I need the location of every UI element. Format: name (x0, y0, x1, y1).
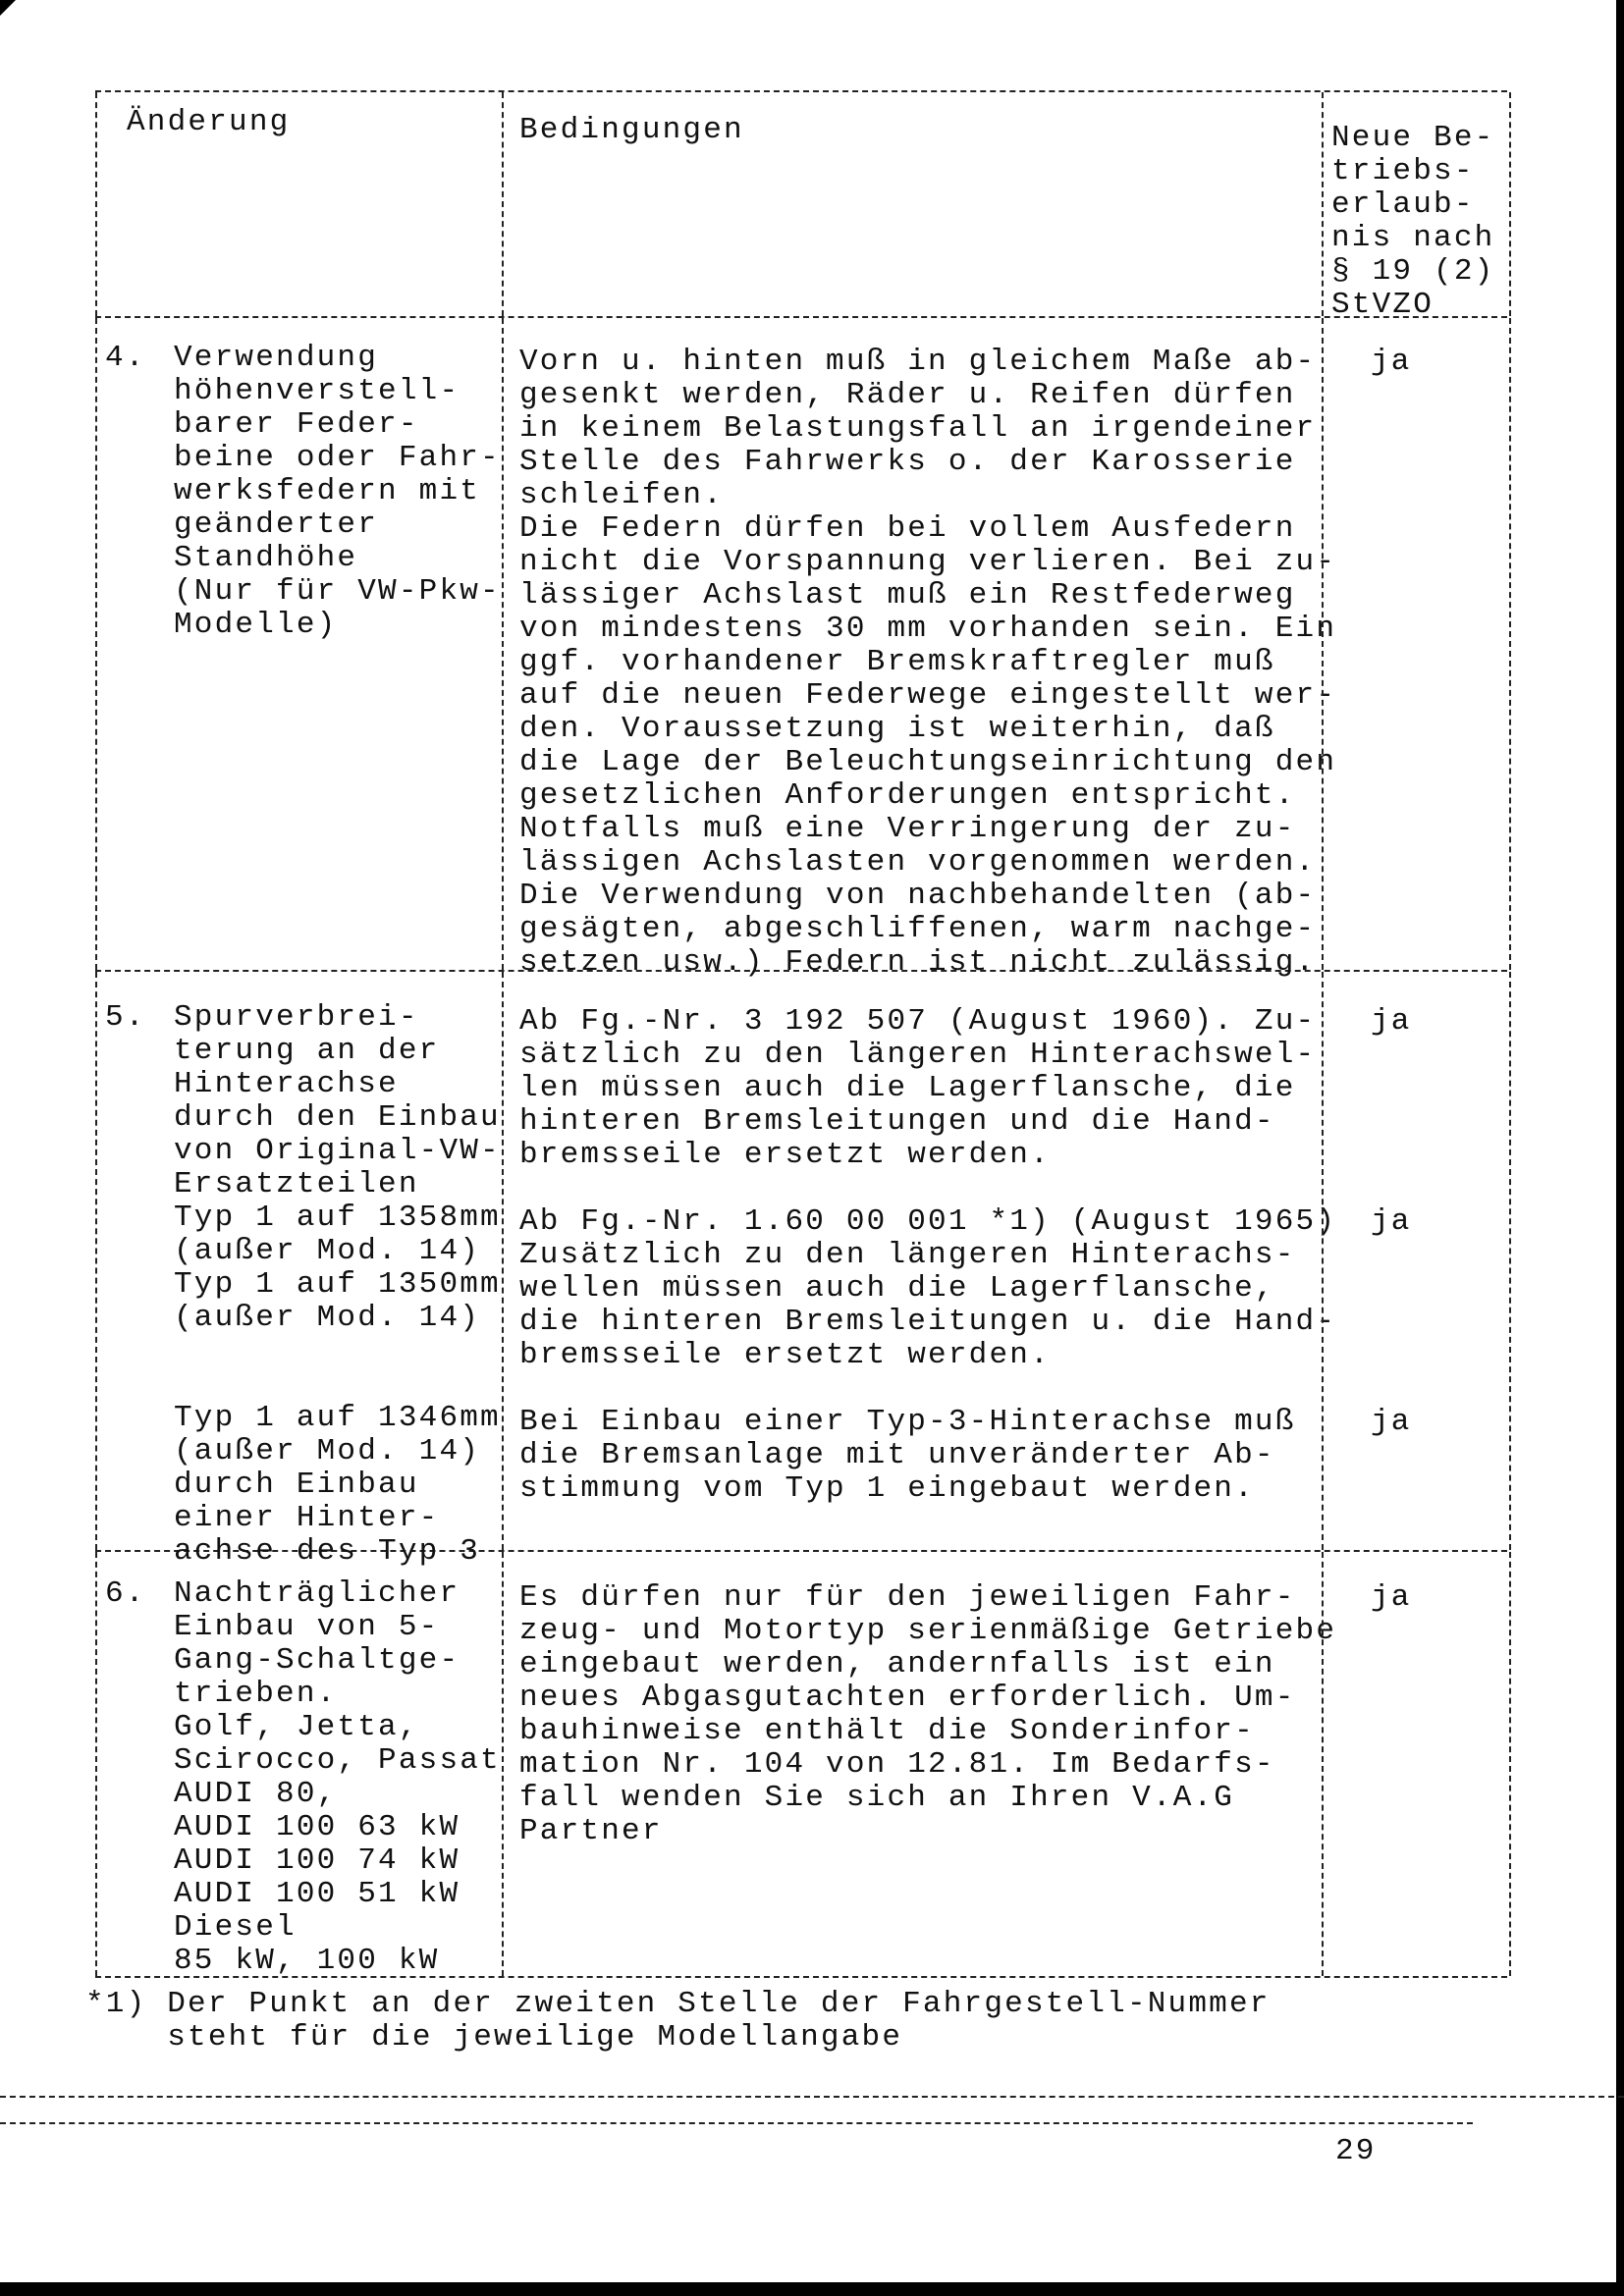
conditions-line: von mindestens 30 mm vorhanden sein. Ein (519, 612, 1337, 646)
conditions-line: Ab Fg.-Nr. 3 192 507 (August 1960). Zu- (519, 1004, 1317, 1039)
permit-value (1371, 1372, 1412, 1406)
permit-value: ja (1371, 1580, 1412, 1615)
permit-text (1371, 1005, 1412, 1439)
table-body (95, 318, 1507, 1978)
conditions-line: eingebaut werden, andernfalls ist ein (519, 1647, 1275, 1682)
permit-cell (1322, 318, 1511, 970)
conditions-line: Partner (519, 1814, 663, 1848)
change-line: Golf, Jetta, (174, 1710, 419, 1744)
row-number: 6. (105, 1576, 146, 1611)
table-header-row (95, 90, 1507, 322)
modification-table (95, 90, 1507, 1978)
header-conditions: Bedingungen (519, 113, 744, 147)
change-line: AUDI 100 51 kW (174, 1877, 460, 1911)
change-line: AUDI 100 74 kW (174, 1843, 460, 1878)
header-change: Änderung (127, 105, 291, 139)
conditions-line: Stelle des Fahrwerks o. der Karosserie (519, 445, 1296, 479)
conditions-line: stimmung vom Typ 1 eingebaut werden. (519, 1471, 1255, 1506)
conditions-line: den. Voraussetzung ist weiterhin, daß (519, 712, 1275, 746)
conditions-line: sätzlich zu den längeren Hinterachswel- (519, 1038, 1317, 1072)
change-line: höhenverstell- (174, 374, 460, 408)
permit-value (1371, 1172, 1412, 1205)
permit-value (1371, 1105, 1412, 1139)
change-line: Spurverbrei- (174, 1000, 419, 1035)
permit-value (1371, 1272, 1412, 1306)
conditions-line: gesenkt werden, Räder u. Reifen dürfen (519, 378, 1296, 412)
permit-value (1371, 1239, 1412, 1272)
header-permit-line: triebs- (1331, 154, 1475, 188)
change-line: (Nur für VW-Pkw- (174, 574, 501, 609)
change-line: werksfedern mit (174, 474, 481, 508)
permit-value: ja (1371, 1405, 1412, 1439)
permit-text (1371, 346, 1412, 379)
scan-corner-mark (0, 0, 16, 16)
conditions-text (519, 1005, 1336, 1506)
divider-line (0, 2122, 1473, 2124)
permit-value: ja (1371, 1004, 1412, 1039)
conditions-line: gesägten, abgeschliffenen, warm nachge- (519, 912, 1317, 946)
change-line: Nachträglicher (174, 1576, 460, 1611)
conditions-line: bauhinweise enthält die Sonderinfor- (519, 1714, 1255, 1748)
conditions-line: wellen müssen auch die Lagerflansche, (519, 1271, 1275, 1306)
change-cell (95, 1552, 504, 1976)
change-line: durch Einbau (174, 1468, 419, 1502)
conditions-line: zeug- und Motortyp serienmäßige Getriebe (519, 1614, 1337, 1648)
divider-line (0, 2096, 1624, 2098)
footnote (85, 1988, 1271, 2055)
change-line: durch den Einbau (174, 1100, 501, 1135)
conditions-cell (502, 972, 1337, 1550)
change-text (174, 1577, 501, 1978)
change-line: Standhöhe (174, 541, 358, 575)
permit-value (1371, 1306, 1412, 1339)
change-line: Verwendung (174, 341, 379, 375)
change-line: (außer Mod. 14) (174, 1434, 481, 1468)
conditions-line: schleifen. (519, 478, 725, 512)
change-line: AUDI 100 63 kW (174, 1810, 460, 1844)
scan-edge (1616, 0, 1624, 2296)
conditions-line: Die Verwendung von nachbehandelten (ab- (519, 879, 1317, 913)
table-row (95, 1552, 1507, 1978)
permit-value (1371, 1139, 1412, 1172)
conditions-line: len müssen auch die Lagerflansche, die (519, 1071, 1296, 1105)
conditions-line: neues Abgasgutachten erforderlich. Um- (519, 1681, 1296, 1715)
change-line: Einbau von 5- (174, 1610, 440, 1644)
change-line: einer Hinter- (174, 1501, 440, 1535)
conditions-line (519, 1172, 1336, 1205)
table-row (95, 318, 1507, 980)
header-conditions-cell (502, 92, 1324, 316)
footnote-line: *1) Der Punkt an der zweiten Stelle der Fahrgestell-Nummer (85, 1987, 1271, 2021)
conditions-line: Vorn u. hinten muß in gleichem Maße ab- (519, 345, 1317, 379)
change-text (174, 342, 501, 642)
change-line: Hinterachse (174, 1067, 399, 1101)
page-number: 29 (1335, 2134, 1377, 2168)
conditions-line: Ab Fg.-Nr. 1.60 00 001 *1) (August 1965) (519, 1204, 1337, 1239)
change-line: Gang-Schaltge- (174, 1643, 460, 1678)
row-number: 4. (105, 341, 146, 375)
header-permit-line: § 19 (2) (1331, 254, 1495, 289)
conditions-line: mation Nr. 104 von 12.81. Im Bedarfs- (519, 1747, 1275, 1782)
header-permit-line: erlaub- (1331, 187, 1475, 222)
change-line: Diesel (174, 1910, 297, 1945)
change-line: (außer Mod. 14) (174, 1234, 481, 1268)
change-text (174, 1001, 501, 1569)
change-line: Typ 1 auf 1346mm (174, 1401, 501, 1435)
change-line: barer Feder- (174, 407, 419, 442)
conditions-line: bremsseile ersetzt werden. (519, 1338, 1051, 1372)
conditions-line: ggf. vorhandener Bremskraftregler muß (519, 645, 1275, 679)
change-cell (95, 318, 504, 970)
conditions-cell (502, 1552, 1337, 1976)
change-line: Scirocco, Passat (174, 1743, 501, 1778)
conditions-line: nicht die Vorspannung verlieren. Bei zu- (519, 545, 1337, 579)
change-line: (außer Mod. 14) (174, 1301, 481, 1335)
conditions-cell (502, 318, 1337, 980)
permit-cell (1322, 1552, 1511, 1976)
header-permit-line: nis nach (1331, 221, 1495, 255)
permit-value (1371, 1072, 1412, 1105)
permit-value (1371, 1339, 1412, 1372)
table-row (95, 972, 1507, 1569)
header-permit-line: StVZO (1331, 288, 1435, 322)
permit-text (1371, 1581, 1412, 1615)
change-line: trieben. (174, 1677, 338, 1711)
conditions-line: die Bremsanlage mit unveränderter Ab- (519, 1438, 1275, 1472)
permit-value (1371, 1039, 1412, 1072)
permit-cell (1322, 972, 1511, 1550)
change-line (174, 1368, 501, 1402)
change-line: beine oder Fahr- (174, 441, 501, 475)
change-line: AUDI 80, (174, 1777, 338, 1811)
change-line: terung an der (174, 1034, 440, 1068)
permit-value: ja (1371, 1204, 1412, 1239)
conditions-line: bremsseile ersetzt werden. (519, 1138, 1051, 1172)
change-line: Ersatzteilen (174, 1167, 419, 1201)
change-line: geänderter (174, 507, 379, 542)
change-line (174, 1335, 501, 1368)
conditions-line: hinteren Bremsleitungen und die Hand- (519, 1104, 1275, 1139)
header-permit-line: Neue Be- (1331, 121, 1495, 155)
conditions-line: auf die neuen Federwege eingestellt wer- (519, 678, 1337, 713)
conditions-line: Es dürfen nur für den jeweiligen Fahr- (519, 1580, 1296, 1615)
footnote-line: steht für die jeweilige Modellangabe (85, 2020, 903, 2055)
conditions-line: Bei Einbau einer Typ-3-Hinterachse muß (519, 1405, 1296, 1439)
conditions-line: Die Federn dürfen bei vollem Ausfedern (519, 511, 1296, 546)
change-cell (95, 972, 504, 1569)
permit-value: ja (1371, 345, 1412, 379)
header-change-cell (95, 92, 504, 316)
conditions-line: lässigen Achslasten vorgenommen werden. (519, 845, 1317, 880)
change-line: von Original-VW- (174, 1134, 501, 1168)
conditions-line: in keinem Belastungsfall an irgendeiner (519, 411, 1317, 446)
header-permit-cell (1322, 92, 1511, 322)
conditions-line: Notfalls muß eine Verringerung der zu- (519, 812, 1296, 846)
conditions-line: fall wenden Sie sich an Ihren V.A.G (519, 1781, 1235, 1815)
header-permit (1331, 122, 1494, 322)
conditions-line: die hinteren Bremsleitungen u. die Hand- (519, 1305, 1337, 1339)
row-number: 5. (105, 1000, 146, 1035)
change-line: Modelle) (174, 608, 338, 642)
conditions-line: setzen usw.) Federn ist nicht zulässig. (519, 945, 1317, 980)
conditions-line (519, 1372, 1336, 1406)
conditions-line: die Lage der Beleuchtungseinrichtung den (519, 745, 1337, 779)
change-line: Typ 1 auf 1350mm (174, 1267, 501, 1302)
conditions-line: Zusätzlich zu den längeren Hinterachs- (519, 1238, 1296, 1272)
conditions-text (519, 1581, 1336, 1848)
change-line: achse des Typ 3 (174, 1534, 481, 1569)
conditions-line: lässiger Achslast muß ein Restfederweg (519, 578, 1296, 613)
change-line: 85 kW, 100 kW (174, 1944, 440, 1978)
scan-bottom-edge (0, 2282, 1624, 2296)
conditions-line: gesetzlichen Anforderungen entspricht. (519, 778, 1296, 813)
conditions-text (519, 346, 1336, 980)
change-line: Typ 1 auf 1358mm (174, 1201, 501, 1235)
